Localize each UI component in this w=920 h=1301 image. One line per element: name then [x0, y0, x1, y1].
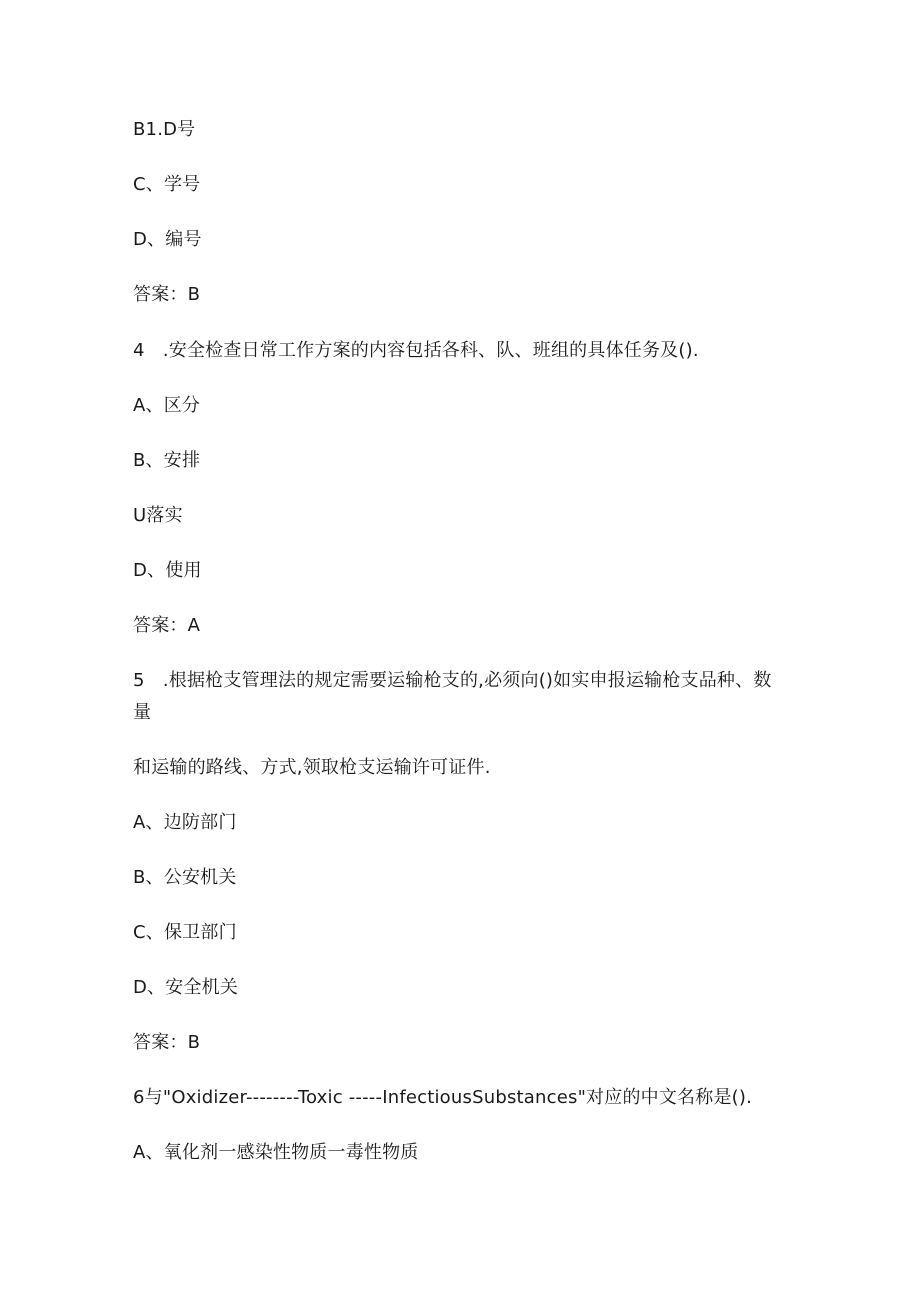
question-4: 4 .安全检查日常工作方案的内容包括各科、队、班组的具体任务及(). — [133, 340, 699, 361]
option-d-q4: D、使用 — [133, 560, 202, 581]
question-6: 6与"Oxidizer--------Toxic -----InfectiousSubstances"对应的中文名称是(). — [133, 1087, 753, 1108]
answer-q5: 答案：B — [133, 1032, 201, 1053]
option-d-q3: D、编号 — [133, 229, 202, 250]
option-b-q3: B1.D号 — [133, 119, 196, 140]
option-a-q6: A、氧化剂一感染性物质一毒性物质 — [133, 1142, 419, 1163]
option-d-q5: D、安全机关 — [133, 977, 239, 998]
question-5-wrap: 量 — [133, 702, 152, 723]
option-b-q4: B、安排 — [133, 450, 201, 471]
answer-q3: 答案：B — [133, 284, 201, 305]
option-c-q4: U落实 — [133, 505, 183, 526]
option-a-q4: A、区分 — [133, 395, 201, 416]
option-b-q5: B、公安机关 — [133, 867, 237, 888]
option-a-q5: A、边防部门 — [133, 812, 237, 833]
option-c-q3: C、学号 — [133, 174, 201, 195]
option-c-q5: C、保卫部门 — [133, 922, 237, 943]
question-5-continued: 和运输的路线、方式,领取枪支运输许可证件. — [133, 757, 491, 778]
answer-q4: 答案：A — [133, 615, 201, 636]
question-5: 5 .根据枪支管理法的规定需要运输枪支的,必须向()如实申报运输枪支品种、数 — [133, 670, 772, 691]
